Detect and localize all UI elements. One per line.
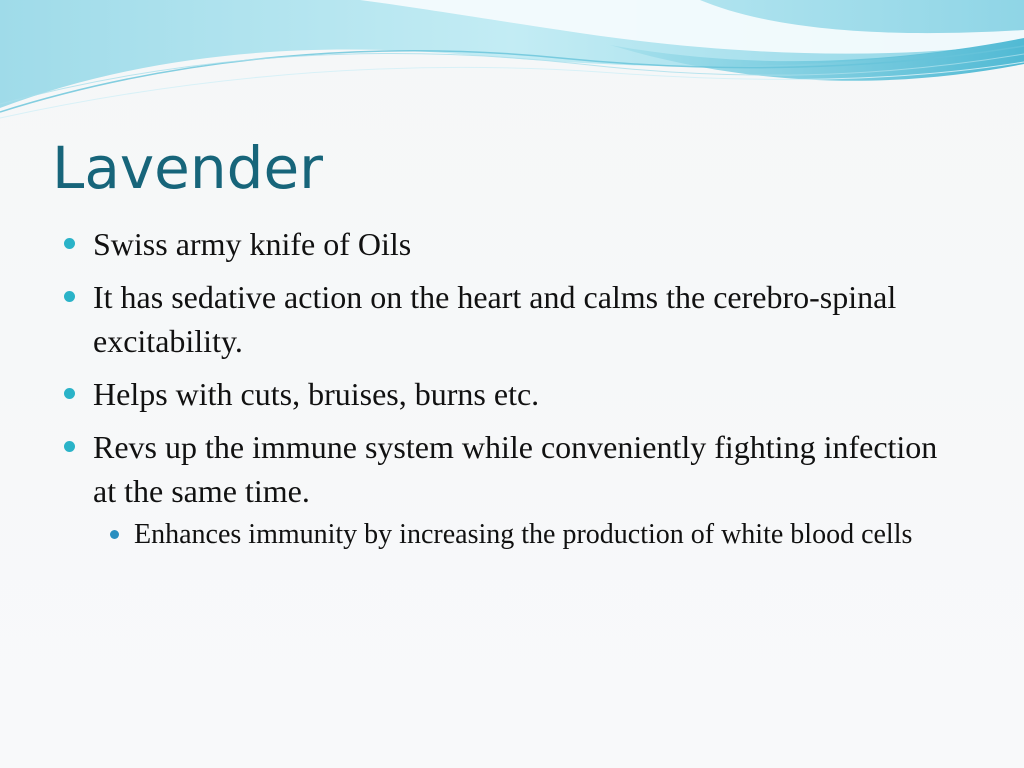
sub-bullet-dot-icon [110,530,119,539]
slide-title: Lavender [52,134,323,202]
wave-header-decoration [0,0,1024,130]
bullet-item [62,222,962,266]
bullet-text: It has sedative action on the heart and calms the cerebro-spinal excitability. [93,279,897,359]
sub-bullet-item [103,515,962,555]
bullet-text: Swiss army knife of Oils [93,226,412,262]
bullet-dot-icon [64,441,75,452]
bullet-item [62,425,962,555]
sub-bullet-list [93,515,962,555]
bullet-text: Helps with cuts, bruises, burns etc. [93,376,540,412]
bullet-list [62,222,962,564]
bullet-item [62,372,962,416]
bullet-text: Revs up the immune system while conveniently fighting infection at the same time. [93,429,938,509]
bullet-dot-icon [64,238,75,249]
bullet-item [62,275,962,363]
sub-bullet-text: Enhances immunity by increasing the production of white blood cells [134,519,913,550]
bullet-dot-icon [64,388,75,399]
bullet-dot-icon [64,291,75,302]
